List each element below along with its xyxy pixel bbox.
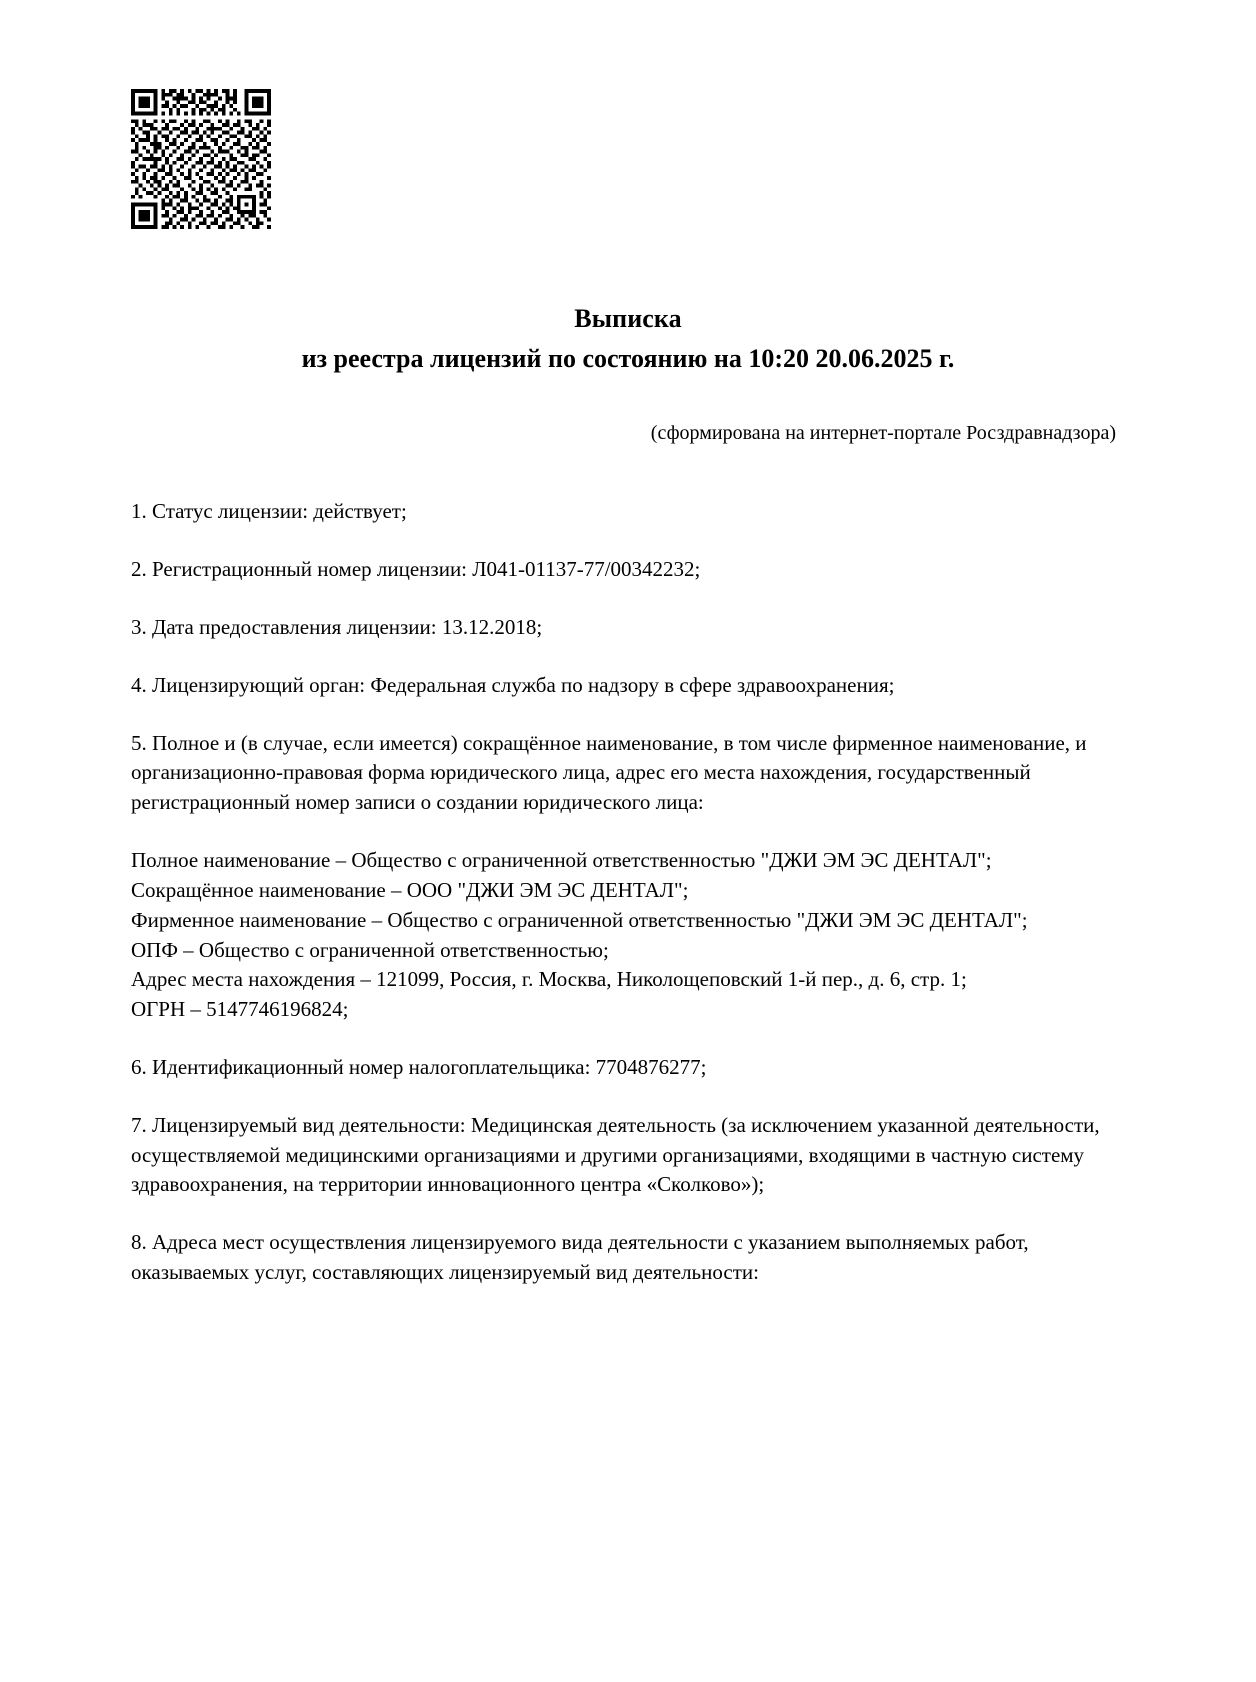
license-status-item: 1. Статус лицензии: действует; <box>131 499 407 524</box>
taxpayer-number-item: 6. Идентификационный номер налогоплательщика: 7704876277; <box>131 1054 707 1079</box>
activity-addresses-item: 8. Адреса мест осуществления лицензируемого вида деятельности с указанием выполняемых работ, оказываемых услуг, составляющих лицензируемый вид деятельности: <box>131 1230 1029 1284</box>
page-title: Выписка <box>574 304 682 333</box>
entity-details-block <box>131 846 1125 1025</box>
page-subtitle-date: из реестра лицензий по состоянию на 10:20 20.06.2025 г. <box>301 343 955 373</box>
qr-code-icon <box>131 89 271 229</box>
source-note: (сформирована на интернет-портале Росздравнадзора) <box>650 422 1116 445</box>
license-number-item: 2. Регистрационный номер лицензии: Л041-01137-77/00342232; <box>131 557 701 582</box>
entity-address: Адрес места нахождения – 121099, Россия, г. Москва, Николощеповский 1-й пер., д. 6, стр. 1; <box>131 967 967 992</box>
licensing-authority-item: 4. Лицензирующий орган: Федеральная служба по надзору в сфере здравоохранения; <box>131 672 895 697</box>
entity-full-name: Полное наименование – Общество с ограниченной ответственностью "ДЖИ ЭМ ЭС ДЕНТАЛ"; <box>131 848 992 873</box>
entity-brand-name: Фирменное наименование – Общество с ограниченной ответственностью "ДЖИ ЭМ ЭС ДЕНТАЛ"; <box>131 907 1028 932</box>
entity-ogrn: ОГРН – 5147746196824; <box>131 997 349 1022</box>
license-date-item: 3. Дата предоставления лицензии: 13.12.2018; <box>131 615 543 639</box>
licensed-activity-item: 7. Лицензируемый вид деятельности: Медицинская деятельность (за исключением указанной деятельности, осуществляемой медицинскими организациями и другими организациями, входящими в частную систему здравоохранения, на территории инновационного центра «Сколково»); <box>131 1112 1100 1197</box>
entity-names-heading-item: 5. Полное и (в случае, если имеется) сокращённое наименование, в том числе фирменное наименование, и организационно-правовая форма юридического лица, адрес его места нахождения, государственный регистрационный номер записи о создании юридического лица: <box>131 730 1087 815</box>
entity-legal-form: ОПФ – Общество с ограниченной ответственностью; <box>131 937 609 962</box>
entity-short-name: Сокращённое наименование – ООО "ДЖИ ЭМ ЭС ДЕНТАЛ"; <box>131 877 689 902</box>
document-body <box>0 447 1256 1287</box>
